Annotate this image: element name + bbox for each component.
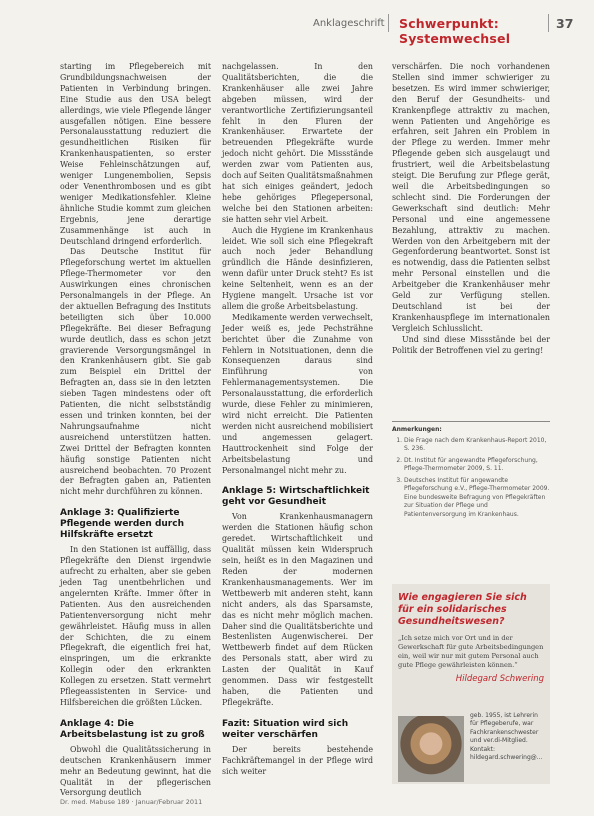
column-1 xyxy=(60,62,211,799)
section-heading: Anklage 3: Qualifizierte Pflegende werden durch Hilfskräfte ersetzt xyxy=(60,508,184,541)
footnote-item: 3. Deutsches Institut für angewandte Pflegeforschung e.V., Pflege-Thermometer 2009. Eine bundesweite Befragung von Pflegekräften zur Situation der Pflege und Patientenversorgung im Krankenhaus. xyxy=(404,477,550,520)
body-paragraph: Auch die Hygiene im Krankenhaus leidet. Wie soll sich eine Pflegekraft auch noch jeder Behandlung gründlich die Hände desinfizieren, wenn dafür unter Druck steht? Es ist keine Seltenheit, wenn es an der Hygiene mangelt. Ursache ist vor allem die große Arbeitsbelastung. xyxy=(222,225,373,311)
footnote-item: 1. Die Frage nach dem Krankenhaus-Report 2010, S. 236. xyxy=(404,437,550,454)
header-divider xyxy=(388,14,389,32)
section-heading: Anklage 5: Wirtschaftlichkeit geht vor Gesundheit xyxy=(222,486,370,508)
footnotes xyxy=(392,421,550,522)
body-paragraph: starting im Pflegebereich mit Grundbildungsnachweisen der Patienten in Verbindung bringen. Eine Studie aus den USA belegt allerdings, wie viele Pflegende länger ausgefallen nötigen. Eine bessere Personalausstattung reduziert die gesundheitlichen Risiken für Krankenhauspatienten, so erster Weise Fehleinschätzungen auf, weniger Lungenembolien, Sepsis oder Venenthrombosen und es gibt weniger Medikationsfehler. Kleine ähnliche Studie kommt zum gleichen Ergebnis, jene derartige Zusammenhänge ist auch in Deutschland dringend erforderlich. xyxy=(60,62,211,246)
box-answer: „Ich setze mich vor Ort und in der Gewerkschaft für gute Arbeitsbedingungen ein, weil wir nur mit gutem Personal auch gute Pflege gewährleisten können.“ xyxy=(398,634,544,669)
footnotes-list xyxy=(392,437,550,520)
section-label: Anklageschrift xyxy=(313,18,385,29)
author-bio: geb. 1955, ist Lehrerin für Pflegeberufe, war Fachkrankenschwester und ver.di-Mitglied. Kontakt: hildegard.schwering@... xyxy=(470,712,543,762)
section-heading: Anklage 4: Die Arbeitsbelastung ist zu groß xyxy=(60,718,205,740)
column-2 xyxy=(222,62,373,777)
body-paragraph: Von Krankenhausmanagern werden die Stationen häufig schon geredet. Wirtschaftlichkeit und Qualität müssen kein Widerspruch sein, heißt es in den Magazinen und Reden der modernen Krankenhausmanagements. Wer im Wettbewerb mit anderen steht, kann nicht anders, als das Sparsamste, das es nicht mehr möglich machen. Daher sind die Qualitätsberichte und Bestenlisten Augenwischerei. Der Wettbewerb findet auf dem Rücken des Personals statt, aber wird zu Lasten der Qualität in Kauf genommen. Dass wir festgestellt haben, die Patienten und Pflegekräfte. xyxy=(222,512,373,707)
column-3 xyxy=(392,62,550,356)
body-paragraph: Der bereits bestehende Fachkräftemangel in der Pflege wird sich weiter xyxy=(222,744,373,776)
body-paragraph: verschärfen. Die noch vorhandenen Stellen sind immer schwieriger zu besetzen. Es wird immer schwieriger, den Beruf der Gesundheits- und Krankenpflege attraktiv zu machen, wenn Patienten und Angehörige es erfahren, seit Jahren ein Problem in der Pflege zu werden. Immer mehr Pflegende geben sich ausgelaugt und frustriert, weil die Arbeitsbelastung steigt. Die Berufung zur Pflege gerät, weil die Arbeitsbedingungen so schlecht sind. Die Forderungen der Gewerkschaft sind deutlich: Mehr Personal und eine angemessene Bezahlung, attraktiv zu machen. Werden von den Arbeitgebern mit der Gegenforderung beantwortet. Sonst ist es notwendig, dass die Patienten selbst mehr Personal einstellen und die Arbeitgeber die Krankenhäuser mehr Geld zur Verfügung stellen. Deutschland ist bei der Krankenhauspflege im internationalen Vergleich Schlusslicht. xyxy=(392,62,550,333)
author-photo xyxy=(398,716,464,782)
footnotes-title: Anmerkungen: xyxy=(392,426,442,433)
body-paragraph: Medikamente werden verwechselt, Jeder weiß es, jede Pechsträhne berichtet über die Zunahme von Fehlern in Notsituationen, denn die Konsequenzen daraus sind Einführung von Fehlermanagementsystemen. Die Personalausstattung, die erforderlich wurde, diese Fehler zu minimieren, wird nicht erreicht. Die Patienten werden nicht ausreichend mobilisiert und angemessen gelagert. Hauttrockenheit sind Folge der Arbeitsbelastung und Personalmangel nicht mehr zu. xyxy=(222,312,373,475)
body-paragraph: In den Stationen ist auffällig, dass Pflegekräfte den Dienst irgendwie aufrecht zu erhalten, aber sie geben jeden Tag unentbehrlichen und angelernten Kräfte. Immer öfter in Patienten. Aus den ausreichenden Patientenversorgung nicht mehr gewährleistet. Häufig muss in allen der Schichten, die zu einem Pflegekraft, die eigentlich frei hat, einspringen, um die erkrankte Kollegin oder den erkrankten Kollegen zu ersetzen. Statt vermehrt Pflegeassistenten in Service- und Hilfsbereichen die größten Lücken. xyxy=(60,545,211,707)
page-header xyxy=(0,14,594,44)
header-divider xyxy=(548,14,549,32)
body-paragraph: Und sind diese Missstände bei der Politik der Betroffenen viel zu gering! xyxy=(392,334,550,355)
topic-title: Schwerpunkt: Systemwechsel xyxy=(399,16,511,46)
author-name: Hildegard Schwering xyxy=(455,674,544,684)
box-question: Wie engagieren Sie sich für ein solidarisches Gesundheitswesen? xyxy=(398,592,527,627)
footnote-item: 2. Dt. Institut für angewandte Pflegeforschung, Pflege-Thermometer 2009, S. 11. xyxy=(404,457,550,474)
page-number: 37 xyxy=(556,16,574,31)
body-paragraph: nachgelassen. In den Qualitätsberichten, die die Krankenhäuser alle zwei Jahre abgeben müssen, wird der verantwortliche Zertifizierungsanteil fehlt in den Fluren der Krankenhäuser. Erwartete der betreuenden Pflegekräfte wurde jedoch nicht gehört. Die Missstände werden zwar vom Patienten aus, doch auf Seiten Qualitätsmaßnahmen hat sich einiges geändert, jedoch hebe gehöriges Pflegepersonal, welche bei den Stationen arbeiten: sie hatten sehr viel Arbeit. xyxy=(222,62,374,224)
body-paragraph: Obwohl die Qualitätssicherung in deutschen Krankenhäusern immer mehr an Bedeutung gewinnt, hat die Qualität in der pflegerischen Versorgung deutlich xyxy=(60,744,211,798)
body-paragraph: Das Deutsche Institut für Pflegeforschung wertet im aktuellen Pflege-Thermometer vor den Auswirkungen eines chronischen Personalmangels in der Pflege. An der aktuellen Befragung des Instituts beteiligten sich über 10.000 Pflegekräfte. Bei dieser Befragung wurde deutlich, dass es schon jetzt gravierende Versorgungsmängel in den Krankenhäusern gibt. Sie gab zum Beispiel ein Drittel der Befragten an, dass sie in den letzten sieben Tagen mindestens oder oft Patienten, die nicht selbstständig essen und trinken konnten, bei der Nahrungsaufnahme nicht ausreichend unterstützen hatten. Zwei Drittel der Befragten konnten häufig sonstige Patienten nicht ausreichend beobachten. 70 Prozent der Befragten gaben an, Patienten nicht mehr durchführen zu können. xyxy=(60,247,211,497)
page-footer: Dr. med. Mabuse 189 · Januar/Februar 2011 xyxy=(60,798,203,806)
section-heading: Fazit: Situation wird sich weiter verschärfen xyxy=(222,718,349,740)
